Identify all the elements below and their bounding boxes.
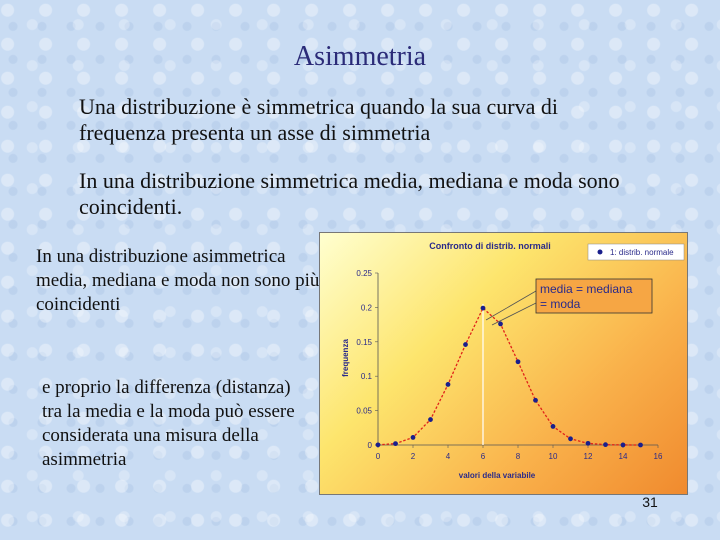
y-tick-label: 0.2 bbox=[360, 303, 372, 313]
x-tick-label: 0 bbox=[375, 452, 381, 461]
series-line bbox=[378, 308, 641, 445]
data-point bbox=[481, 306, 486, 311]
data-point bbox=[621, 443, 626, 448]
y-tick-label: 0 bbox=[367, 441, 372, 450]
chart-title: Confronto di distrib. normali bbox=[429, 241, 551, 251]
x-tick-label: 10 bbox=[548, 452, 558, 461]
data-point bbox=[446, 382, 451, 387]
slide-title: Asimmetria bbox=[293, 41, 427, 72]
x-tick-label: 4 bbox=[445, 452, 451, 461]
data-point bbox=[463, 342, 468, 347]
annotation-text: media = mediana = moda bbox=[540, 282, 633, 311]
data-point bbox=[393, 441, 398, 446]
data-point bbox=[428, 417, 433, 422]
y-tick-label: 0.05 bbox=[356, 406, 372, 416]
data-point bbox=[586, 441, 591, 446]
x-tick-label: 6 bbox=[480, 452, 486, 461]
paragraph-symmetric-coincidence: In una distribuzione simmetrica media, mediana e moda sono coincidenti. bbox=[79, 168, 620, 219]
y-axis-label: frequenza bbox=[341, 339, 350, 377]
x-tick-label: 8 bbox=[515, 452, 521, 461]
chart-container bbox=[319, 232, 688, 495]
data-point bbox=[533, 398, 538, 403]
annotation-pointer-2 bbox=[492, 303, 536, 325]
legend-label: 1: distrib. normale bbox=[610, 248, 674, 257]
annotation bbox=[486, 279, 652, 325]
data-point bbox=[411, 435, 416, 440]
x-tick-label: 2 bbox=[410, 452, 416, 461]
data-point bbox=[516, 359, 521, 364]
x-tick-label: 12 bbox=[583, 452, 593, 461]
paragraph-asymmetry-measure: e proprio la differenza (distanza) tra la media e la moda può essere considerata una misura della asimmetria bbox=[42, 377, 295, 470]
page-number: 31 bbox=[642, 494, 658, 510]
data-point bbox=[498, 322, 503, 327]
x-tick-label: 14 bbox=[618, 452, 628, 461]
data-point bbox=[551, 424, 556, 429]
data-point bbox=[603, 442, 608, 447]
data-point bbox=[376, 442, 381, 447]
normal-distribution-chart bbox=[320, 233, 687, 494]
y-tick-label: 0.1 bbox=[360, 372, 372, 382]
y-tick-label: 0.15 bbox=[356, 337, 372, 347]
x-axis-label: valori della variabile bbox=[458, 471, 536, 480]
data-point bbox=[568, 436, 573, 441]
paragraph-symmetric-definition: Una distribuzione è simmetrica quando la sua curva di frequenza presenta un asse di simmetria bbox=[79, 94, 558, 145]
data-point bbox=[638, 443, 643, 448]
y-tick-label: 0.25 bbox=[356, 269, 372, 278]
legend-marker bbox=[598, 250, 603, 255]
legend bbox=[588, 244, 684, 260]
paragraph-asymmetric: In una distribuzione asimmetrica media, mediana e moda non sono più coincidenti bbox=[36, 246, 320, 315]
x-tick-label: 16 bbox=[653, 452, 663, 461]
